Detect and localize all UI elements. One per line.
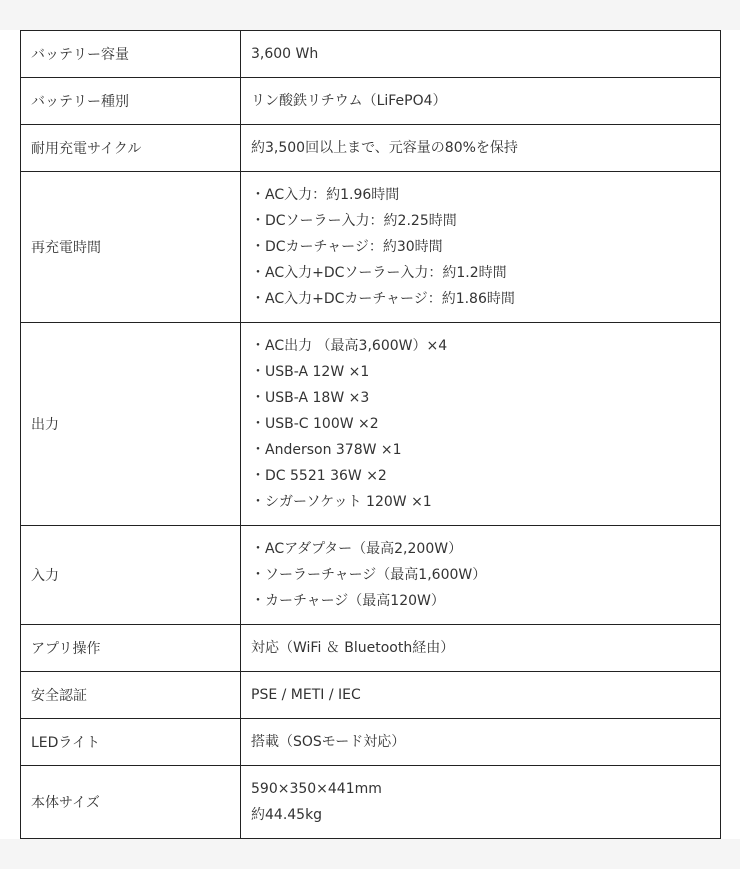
value-line: ・DCカーチャージ：約30時間 xyxy=(251,239,443,255)
row-value-output xyxy=(241,323,721,526)
table-row xyxy=(21,125,721,172)
value-line: ・USB-A 12W ×1 xyxy=(251,364,370,380)
table-row xyxy=(21,78,721,125)
row-value-battery-type xyxy=(241,78,721,125)
row-value-charge-cycles xyxy=(241,125,721,172)
row-value-battery-capacity xyxy=(241,31,721,78)
value-line: ・カーチャージ（最高120W） xyxy=(251,593,445,609)
row-label-battery-type: バッテリー種別 xyxy=(21,78,241,125)
value-line: ・AC入力+DCソーラー入力：約1.2時間 xyxy=(251,265,507,281)
value-line: 約44.45kg xyxy=(251,807,323,823)
value-line: ・AC出力 （最高3,600W）×4 xyxy=(251,338,448,354)
row-label-body-size: 本体サイズ xyxy=(21,766,241,839)
row-label-battery-capacity: バッテリー容量 xyxy=(21,31,241,78)
row-label-app-control: アプリ操作 xyxy=(21,625,241,672)
value-line: ・Anderson 378W ×1 xyxy=(251,442,402,458)
value-line: 対応（WiFi ＆ Bluetooth経由） xyxy=(251,640,455,656)
value-line: ・ソーラーチャージ（最高1,600W） xyxy=(251,567,487,583)
row-value-recharge-time xyxy=(241,172,721,323)
row-value-led-light xyxy=(241,719,721,766)
value-line: ・USB-A 18W ×3 xyxy=(251,390,370,406)
row-label-led-light: LEDライト xyxy=(21,719,241,766)
row-label-safety-certification: 安全認証 xyxy=(21,672,241,719)
spec-sheet xyxy=(0,30,740,839)
spec-table xyxy=(20,30,721,839)
table-row xyxy=(21,719,721,766)
table-row xyxy=(21,766,721,839)
row-value-app-control xyxy=(241,625,721,672)
value-line: ・DC 5521 36W ×2 xyxy=(251,468,387,484)
row-value-safety-certification xyxy=(241,672,721,719)
table-row xyxy=(21,672,721,719)
value-line: 590×350×441mm xyxy=(251,781,382,797)
value-line: 3,600 Wh xyxy=(251,46,319,62)
table-row xyxy=(21,526,721,625)
row-value-input xyxy=(241,526,721,625)
value-line: ・AC入力：約1.96時間 xyxy=(251,187,400,203)
value-line: ・ACアダプター（最高2,200W） xyxy=(251,541,463,557)
value-line: ・USB-C 100W ×2 xyxy=(251,416,379,432)
value-line: PSE / METI / IEC xyxy=(251,687,361,703)
row-value-body-size xyxy=(241,766,721,839)
value-line: ・DCソーラー入力：約2.25時間 xyxy=(251,213,457,229)
table-row xyxy=(21,31,721,78)
table-row xyxy=(21,625,721,672)
table-row xyxy=(21,323,721,526)
value-line: ・シガーソケット 120W ×1 xyxy=(251,494,432,510)
row-label-charge-cycles: 耐用充電サイクル xyxy=(21,125,241,172)
value-line: リン酸鉄リチウム（LiFePO4） xyxy=(251,93,447,109)
table-row xyxy=(21,172,721,323)
value-line: 搭載（SOSモード対応） xyxy=(251,734,406,750)
row-label-output: 出力 xyxy=(21,323,241,526)
value-line: ・AC入力+DCカーチャージ：約1.86時間 xyxy=(251,291,515,307)
row-label-recharge-time: 再充電時間 xyxy=(21,172,241,323)
value-line: 約3,500回以上まで、元容量の80%を保持 xyxy=(251,140,518,156)
row-label-input: 入力 xyxy=(21,526,241,625)
